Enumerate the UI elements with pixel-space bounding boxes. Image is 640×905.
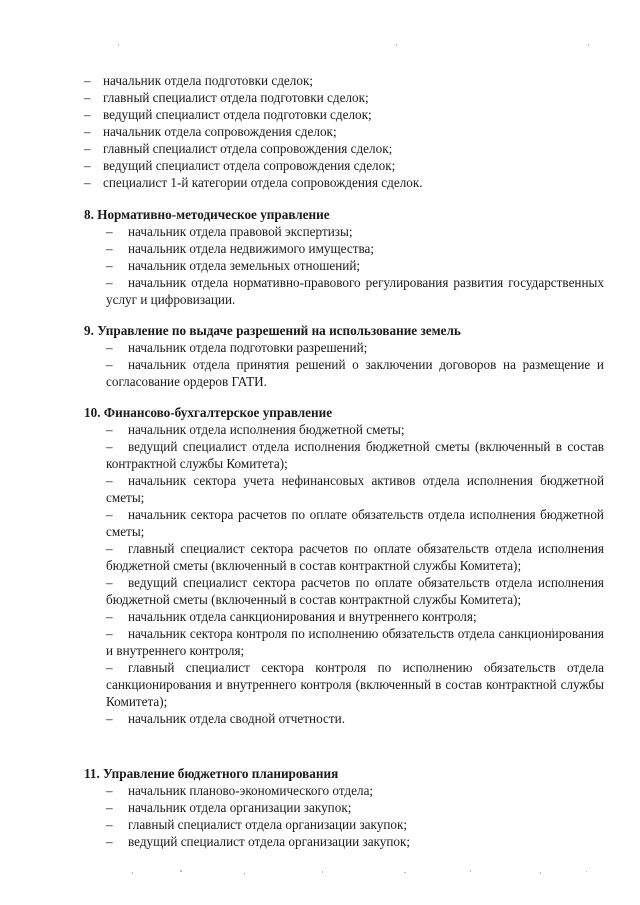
dash: – <box>106 711 113 726</box>
dash: – <box>106 575 113 590</box>
list-item-text: начальник отдела организации закупок; <box>128 800 352 815</box>
section-title: 8. Нормативно-методическое управление <box>84 207 330 222</box>
section-11 <box>84 765 604 850</box>
list-item-text: начальник отдела санкционирования и внутреннего контроля; <box>128 609 477 624</box>
list-item <box>84 506 604 540</box>
dash: – <box>106 473 113 488</box>
list-item-text: начальник отдела нормативно-правового регулирования развития государственных услуг и цифровизации. <box>106 275 604 307</box>
list-item <box>84 782 604 799</box>
list-item <box>84 799 604 816</box>
list-item-text: специалист 1-й категории отдела сопровождения сделок. <box>103 175 423 190</box>
list-item-text: начальник отдела подготовки разрешений; <box>128 340 368 355</box>
list-item-text: ведущий специалист отдела исполнения бюджетной сметы (включенный в состав контрактной службы Комитета); <box>106 439 604 471</box>
list-item <box>84 710 604 727</box>
list-item <box>84 123 604 140</box>
dash: – <box>106 422 113 437</box>
list-item <box>84 438 604 472</box>
dash: – <box>84 107 91 122</box>
dash: – <box>106 626 113 641</box>
intro-list <box>84 72 604 191</box>
section-10 <box>84 404 604 727</box>
dash: – <box>106 541 113 556</box>
dash: – <box>84 90 91 105</box>
scan-speck <box>118 44 119 46</box>
list-item-text: начальник отдела исполнения бюджетной сметы; <box>128 422 405 437</box>
list-item-text: ведущий специалист отдела организации закупок; <box>128 834 411 849</box>
list-item-text: начальник сектора контроля по исполнению обязательств отдела санкционирования и внутреннего контроля; <box>106 626 604 658</box>
dash: – <box>84 124 91 139</box>
list-item <box>84 608 604 625</box>
scan-speck <box>470 870 471 872</box>
dash: – <box>106 258 113 273</box>
dash: – <box>106 357 113 372</box>
list-item <box>84 223 604 240</box>
list-item <box>84 240 604 257</box>
list-item <box>84 659 604 710</box>
list-item <box>84 816 604 833</box>
list-item-text: начальник отдела земельных отношений; <box>128 258 361 273</box>
dash: – <box>84 141 91 156</box>
dash: – <box>106 817 113 832</box>
list-item <box>84 356 604 390</box>
list-item <box>84 574 604 608</box>
list-item-text: начальник сектора расчетов по оплате обязательств отдела исполнения бюджетной сметы; <box>106 507 604 539</box>
scan-speck <box>540 872 541 874</box>
list-item <box>84 421 604 438</box>
list-item <box>84 174 604 191</box>
list-item <box>84 257 604 274</box>
list-item <box>84 72 604 89</box>
section-8 <box>84 206 604 308</box>
dash: – <box>106 660 113 675</box>
scan-speck <box>322 871 323 873</box>
list-item <box>84 157 604 174</box>
section-title: 11. Управление бюджетного планирования <box>84 766 339 781</box>
list-item <box>84 106 604 123</box>
list-item-text: главный специалист отдела подготовки сделок; <box>103 90 369 105</box>
list-item-text: главный специалист сектора контроля по исполнению обязательств отдела санкционирования и внутреннего контроля (включенный в состав контрактной службы Комитета); <box>106 660 604 709</box>
dash: – <box>84 175 91 190</box>
list-item-text: начальник отдела сопровождения сделок; <box>103 124 337 139</box>
list-item-text: начальник отдела подготовки сделок; <box>103 73 314 88</box>
scan-speck <box>588 44 589 46</box>
scan-speck <box>132 872 133 874</box>
list-item-text: начальник отдела сводной отчетности. <box>128 711 346 726</box>
list-item-text: ведущий специалист отдела подготовки сделок; <box>103 107 372 122</box>
list-item <box>84 540 604 574</box>
list-item-text: ведущий специалист отдела сопровождения сделок; <box>103 158 396 173</box>
scan-speck <box>244 873 245 875</box>
dash: – <box>106 340 113 355</box>
dash: – <box>106 834 113 849</box>
list-item-text: начальник сектора учета нефинансовых активов отдела исполнения бюджетной сметы; <box>106 473 604 505</box>
dash: – <box>106 800 113 815</box>
section-9 <box>84 322 604 390</box>
dash: – <box>106 439 113 454</box>
list-item <box>84 89 604 106</box>
scan-speck <box>404 872 406 873</box>
dash: – <box>106 275 113 290</box>
section-title: 10. Финансово-бухгалтерское управление <box>84 405 333 420</box>
list-item-text: главный специалист сектора расчетов по оплате обязательств отдела исполнения бюджетной сметы (включенный в состав контрактной службы Комитета); <box>106 541 604 573</box>
dash: – <box>106 507 113 522</box>
list-item-text: главный специалист отдела организации закупок; <box>128 817 408 832</box>
dash: – <box>106 609 113 624</box>
dash: – <box>84 73 91 88</box>
list-item-text: начальник отдела правовой экспертизы; <box>128 224 353 239</box>
scan-speck <box>180 870 182 872</box>
list-item-text: начальник отдела недвижимого имущества; <box>128 241 375 256</box>
dash: – <box>106 224 113 239</box>
list-item-text: главный специалист отдела сопровождения сделок; <box>103 141 393 156</box>
list-item-text: начальник планово-экономического отдела; <box>128 783 374 798</box>
list-item <box>84 140 604 157</box>
scan-speck <box>396 44 397 46</box>
list-item <box>84 833 604 850</box>
list-item <box>84 274 604 308</box>
dash: – <box>106 783 113 798</box>
section-title: 9. Управление по выдаче разрешений на использование земель <box>84 323 461 338</box>
list-item <box>84 339 604 356</box>
list-item-text: ведущий специалист сектора расчетов по оплате обязательств отдела исполнения бюджетной сметы (включенный в состав контрактной службы Комитета); <box>106 575 604 607</box>
dash: – <box>106 241 113 256</box>
list-item <box>84 625 604 659</box>
dash: – <box>84 158 91 173</box>
list-item-text: начальник отдела принятия решений о заключении договоров на размещение и согласование ордеров ГАТИ. <box>106 357 604 389</box>
list-item <box>84 472 604 506</box>
scan-speck <box>586 871 587 872</box>
